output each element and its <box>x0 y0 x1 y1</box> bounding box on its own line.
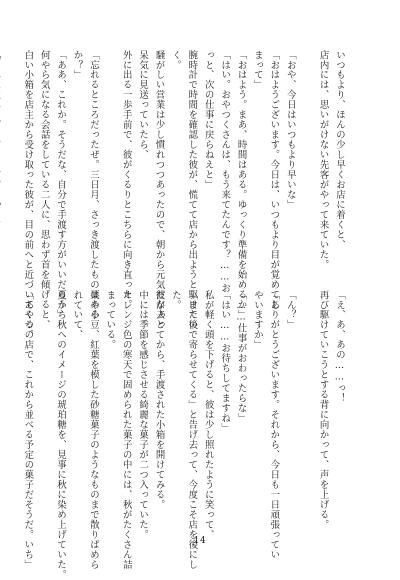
text-column: 「おはよう。まあ、時間はある。ゆっくり準備を始めるか」 <box>235 50 247 320</box>
text-column: 栗や小豆、紅葉を模した砂糖菓子のようなものまで散りばめら <box>87 290 99 570</box>
text-column <box>101 50 117 270</box>
text-column: 「はい……お待ちしてますね」 <box>219 290 231 434</box>
text-column: いつもより、ほんの少し早くお店に着くと、 <box>334 50 345 250</box>
text-column: 店内には、思いがけない先客がやって来ていた。 <box>317 50 329 270</box>
text-column: 彼が去ってから、手渡された小箱を開けてみる。 <box>153 290 165 510</box>
text-column: 「忘れるところだったぜ。三日月、さっき渡したものはある <box>87 50 99 320</box>
text-column: 「おはようございます。今日は、いつもより目が覚めてし <box>268 50 280 310</box>
text-column: オレンジ色の寒天で固められた菓子の中には、秋がたくさん詰 <box>120 290 132 570</box>
text-column: 再び駆けていこうとする背に向かって、声を上げる。 <box>317 290 329 530</box>
text-column <box>298 290 314 505</box>
text-column: 「おや、今日はいつもより早いな」 <box>284 50 296 210</box>
text-column: 外に出る一歩手前で、彼がくるりとこちらに向き直った。 <box>120 50 132 310</box>
text-column: れていて、 <box>71 290 83 340</box>
text-column: 騒がしい営業は少し慣れつつあったので、朝から元気だなぁと <box>153 50 165 330</box>
text-column: 腕時計で時間を確認した彼が、慌てて店から出ようと駆けてい <box>186 50 198 330</box>
text-column: く。 <box>169 50 181 70</box>
text-column: まって」 <box>251 50 263 90</box>
text-column: 「はい。おやつくさんは、もう来てたんです？……お <box>219 50 231 293</box>
page-number: 14 <box>193 536 207 546</box>
text-column <box>298 50 314 270</box>
text-column: やいますか」 <box>251 290 263 350</box>
text-column <box>2 50 18 270</box>
text-column <box>0 50 2 270</box>
text-column: 「ん？」 <box>284 290 296 330</box>
text-column: 呆気に見送っていたら、 <box>137 50 149 160</box>
text-column: 「ああ、これか。そうだな、自分で手渡す方がいいだろう」 <box>55 50 67 320</box>
text-column: っと、次の仕事に戻らねえと」 <box>202 50 214 190</box>
text-column: た。 <box>169 290 181 310</box>
text-column: 「あやつの店で、これから並べる予定の菓子だそうだ。いち」 <box>22 290 34 570</box>
text-column: 夏から秋へのイメージの琥珀糖を、見事に秋に染め上げていた。 <box>55 290 67 580</box>
text-column: 「また後で寄らせてくる」と告げ去って、今度こそ店を後にし <box>186 290 198 570</box>
text-column: 「ありがとうございます。それから、今日も一日頑張ってい <box>268 290 280 560</box>
text-column: か？」 <box>71 50 83 80</box>
text-column: 「え、あ、あの……っ！ <box>334 290 345 404</box>
text-column: 中には季節を感じさせる綺麗な菓子が二つ入っていた。 <box>137 290 149 540</box>
text-column <box>35 290 51 505</box>
text-column: 私が軽く頭を下げると、彼は少し照れたように笑って、 <box>202 290 214 540</box>
text-column: 白い小箱を店主から受け取った彼が、目の前へと近づいてくる。 <box>22 50 34 340</box>
text-column: 何やら気になる会話をしている二人に、思わず首を傾げると、 <box>38 50 50 330</box>
text-column: 「……仕事がおわったらな」 <box>235 290 247 424</box>
text-column: まっている。 <box>104 290 116 350</box>
